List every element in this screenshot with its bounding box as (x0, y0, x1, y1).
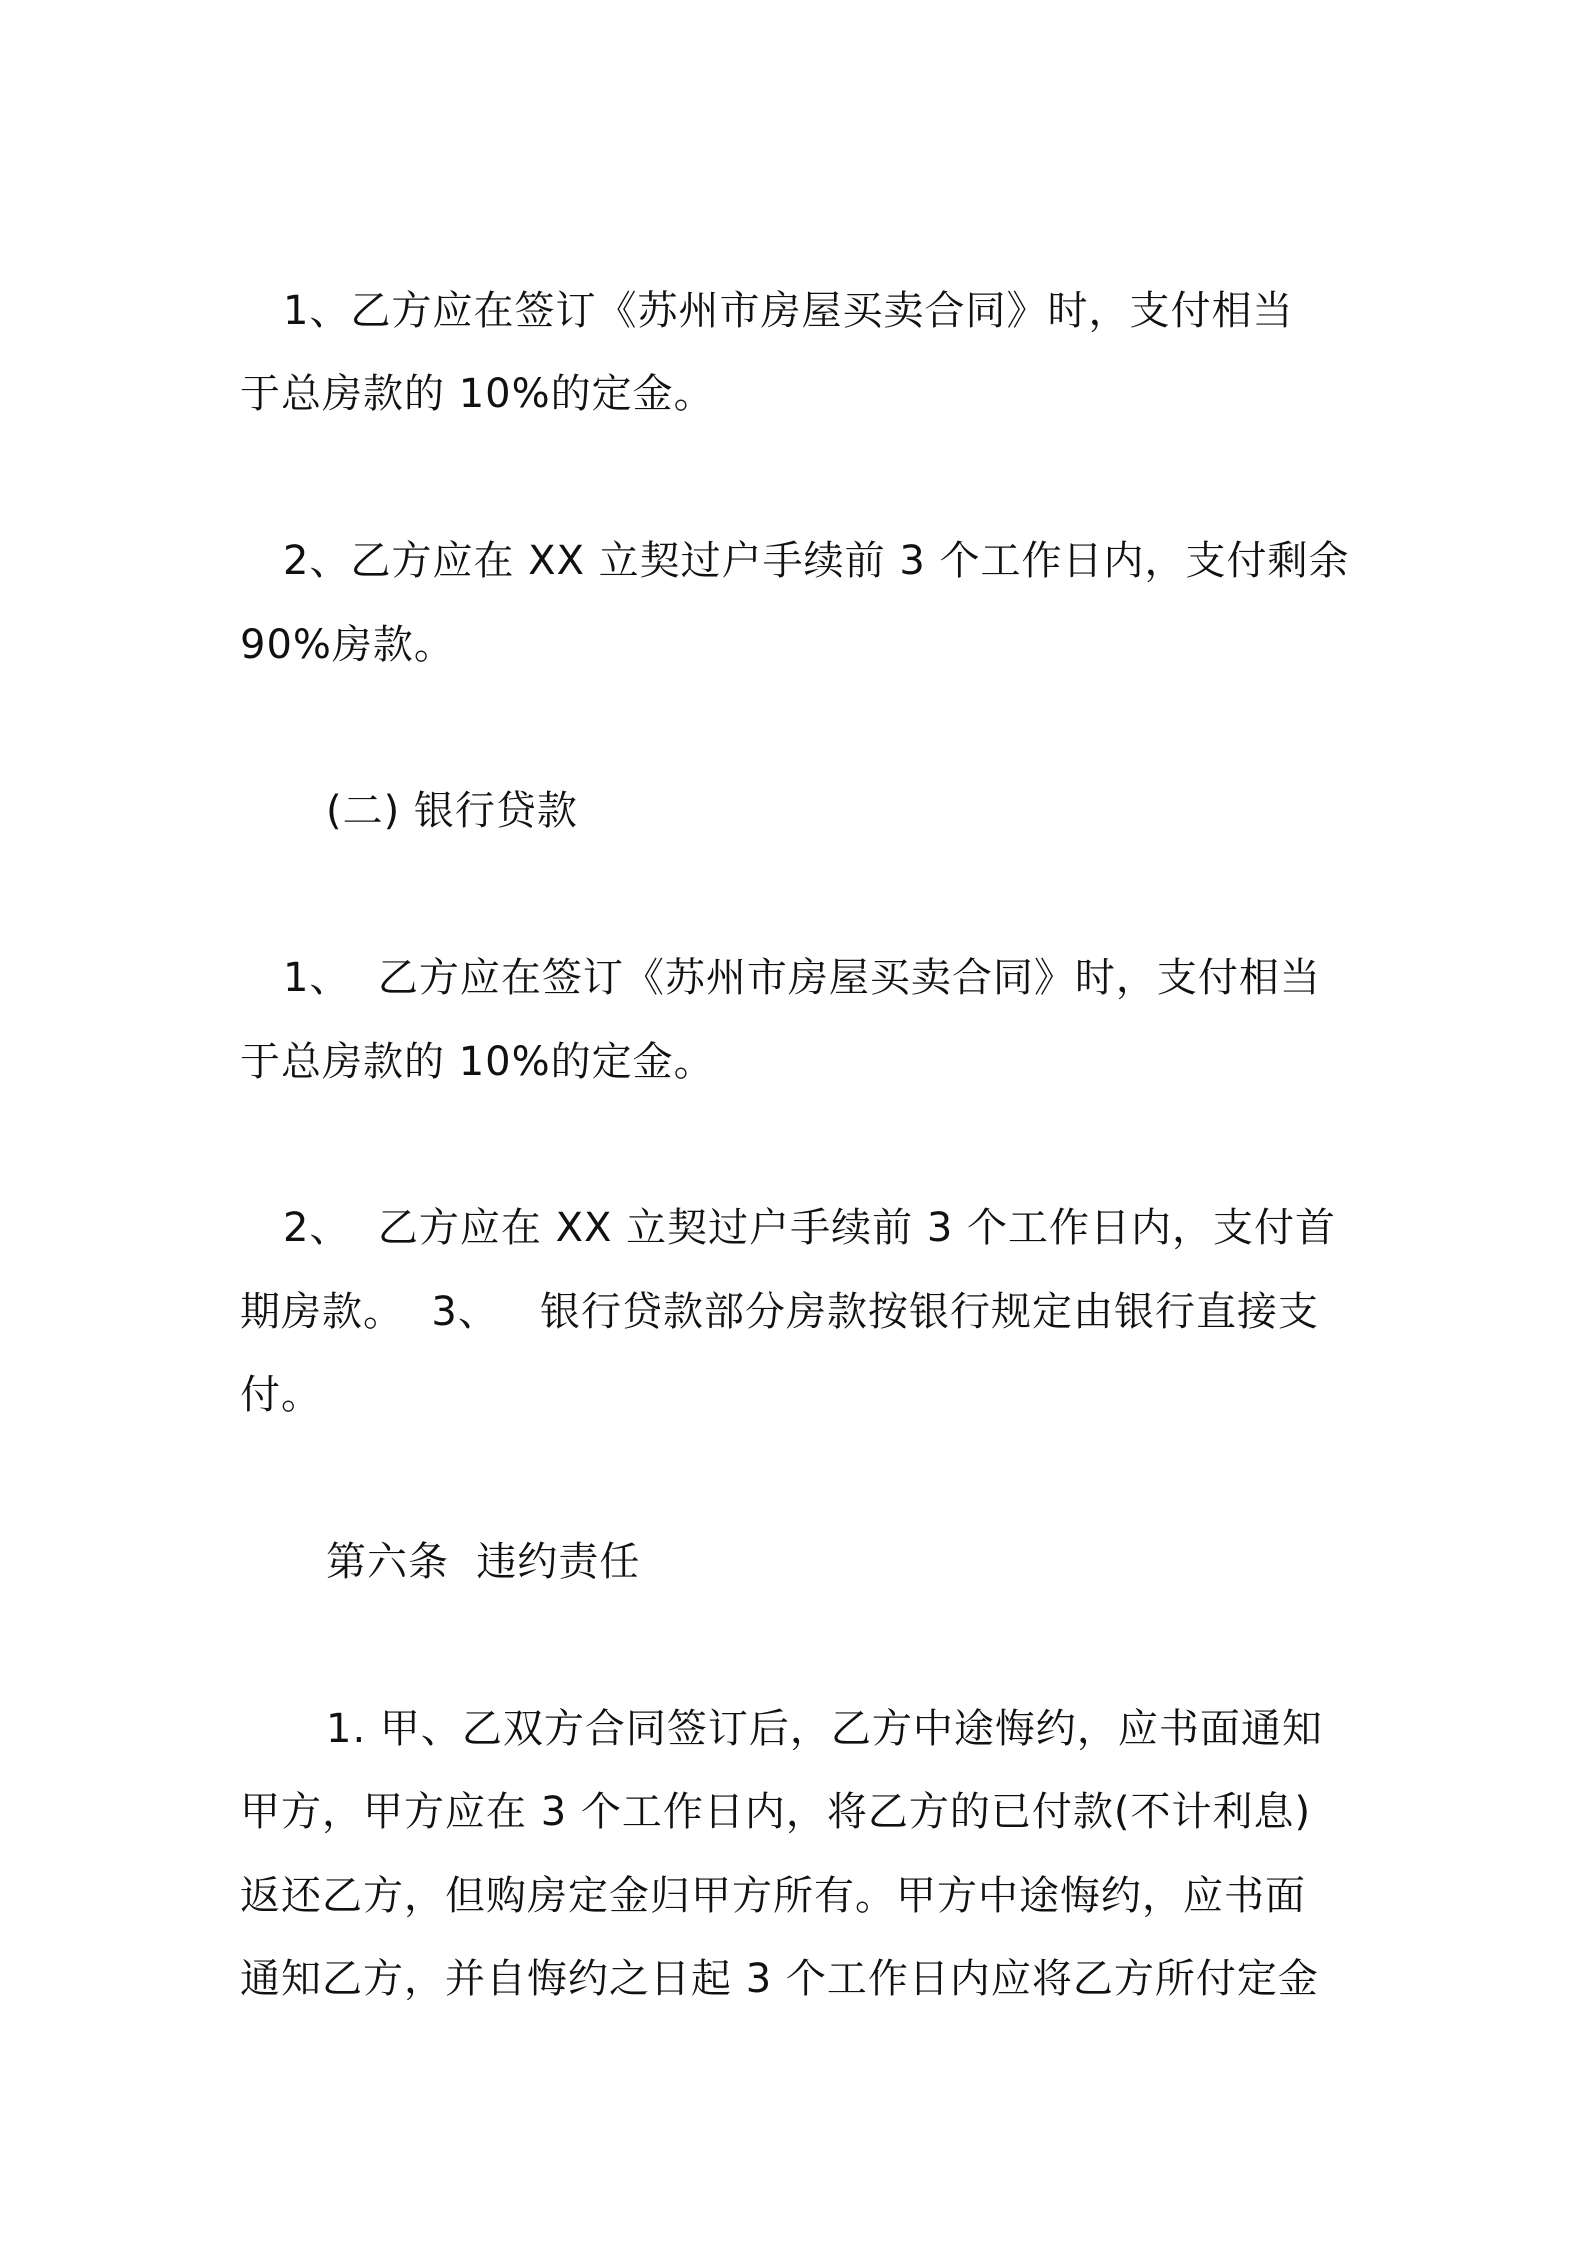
paragraph-2-line-2: 90%房款。 (240, 622, 455, 668)
paragraph-5-line-4: 通知乙方，并自悔约之日起 3 个工作日内应将乙方所付定金 (240, 1956, 1319, 2002)
paragraph-2-line-1: 2、乙方应在 XX 立契过户手续前 3 个工作日内，支付剩余 (283, 538, 1350, 584)
paragraph-1-line-2: 于总房款的 10%的定金。 (240, 371, 715, 417)
paragraph-3-line-2: 于总房款的 10%的定金。 (240, 1039, 715, 1085)
paragraph-1-line-1: 1、乙方应在签订《苏州市房屋买卖合同》时，支付相当 (283, 288, 1294, 334)
paragraph-4-line-3: 付。 (240, 1372, 322, 1418)
paragraph-5-line-2: 甲方，甲方应在 3 个工作日内，将乙方的已付款(不计利息) (240, 1789, 1312, 1835)
paragraph-4-line-1: 2、 乙方应在 XX 立契过户手续前 3 个工作日内，支付首 (283, 1205, 1336, 1251)
paragraph-3-line-1: 1、 乙方应在签订《苏州市房屋买卖合同》时，支付相当 (283, 955, 1321, 1001)
section-heading-bank-loan: (二) 银行贷款 (326, 788, 578, 834)
paragraph-5-line-1: 1. 甲、乙双方合同签订后，乙方中途悔约，应书面通知 (326, 1706, 1323, 1752)
article-6-heading: 第六条 违约责任 (326, 1539, 641, 1585)
paragraph-5-line-3: 返还乙方，但购房定金归甲方所有。甲方中途悔约，应书面 (240, 1873, 1306, 1919)
paragraph-4-line-2: 期房款。 3、 银行贷款部分房款按银行规定由银行直接支 (240, 1289, 1320, 1335)
